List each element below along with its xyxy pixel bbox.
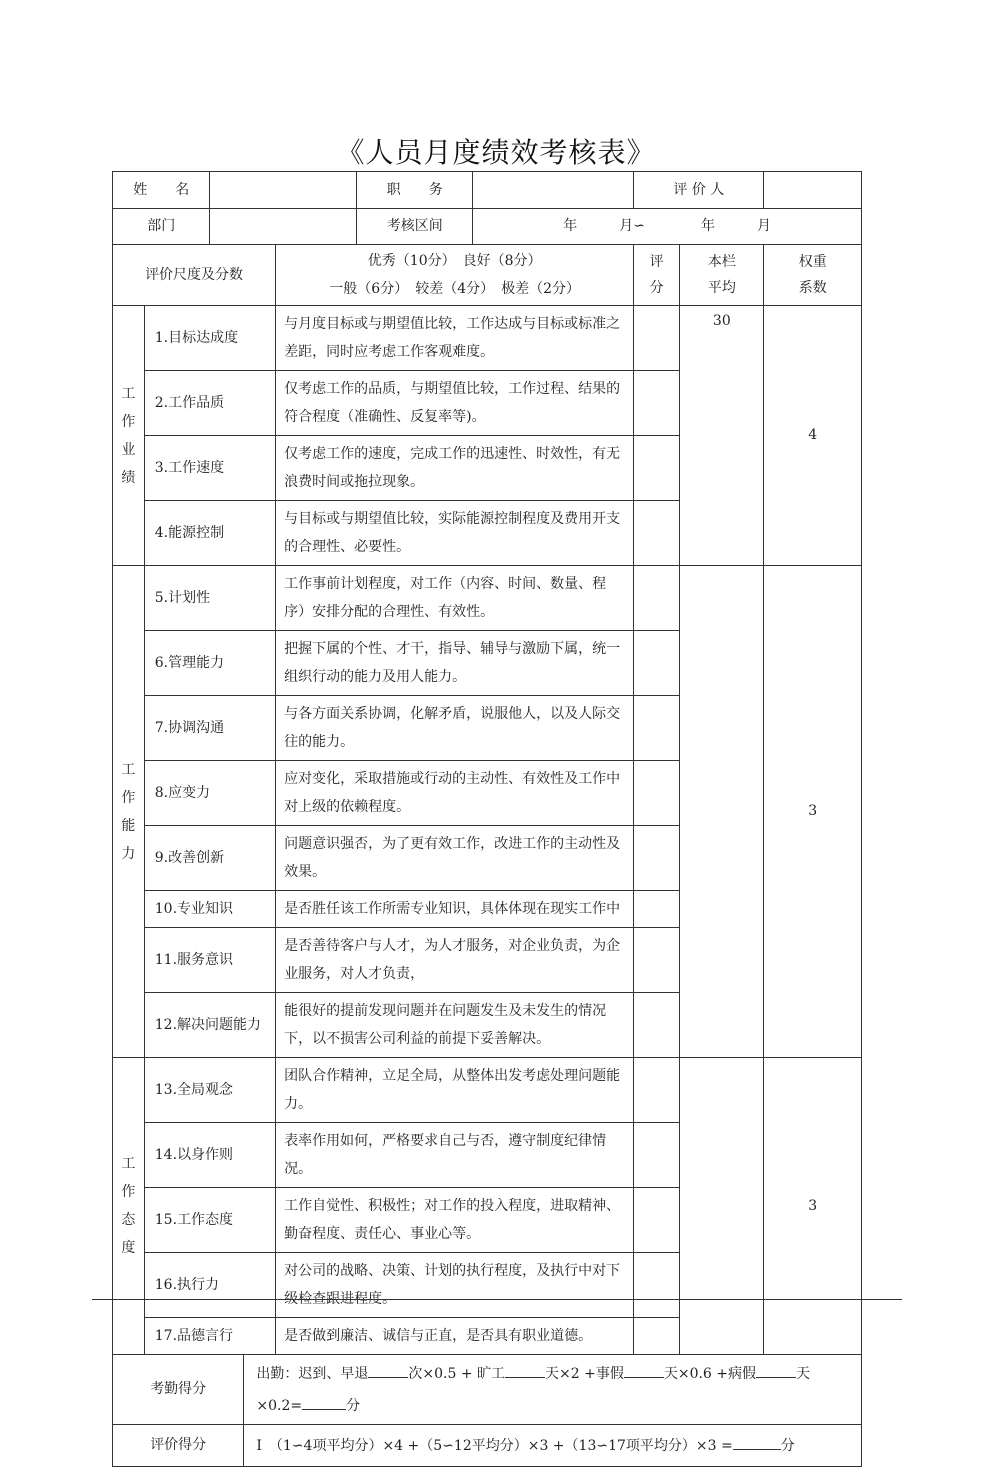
criteria-description: 表率作用如何，严格要求自己与否，遵守制度纪律情况。 <box>276 1123 634 1188</box>
group-label-char: 度 <box>121 1240 136 1256</box>
group-label-char: 能 <box>121 817 136 834</box>
criteria-name: 2.工作品质 <box>144 371 275 436</box>
group-average-cell[interactable] <box>680 566 764 1058</box>
criteria-description: 是否做到廉洁、诚信与正直，是否具有职业道德。 <box>276 1318 634 1355</box>
criteria-description: 与目标或与期望值比较，实际能源控制程度及费用开支的合理性、必要性。 <box>276 501 634 566</box>
score-cell[interactable] <box>634 501 680 566</box>
personal-leave-blank[interactable] <box>624 1363 664 1378</box>
period-value[interactable]: 年 月∽ 年 月 <box>473 209 862 245</box>
criteria-name: 8.应变力 <box>144 761 275 826</box>
attendance-label: 考勤得分 <box>113 1355 244 1425</box>
header-row-2 <box>113 209 862 245</box>
criteria-row <box>113 306 862 371</box>
dept-field[interactable] <box>210 209 357 245</box>
group-average-cell[interactable] <box>680 1058 764 1355</box>
group-label-char: 工 <box>121 761 136 778</box>
attendance-text-5: 天 <box>796 1365 811 1382</box>
criteria-name: 10.专业知识 <box>144 891 275 928</box>
average-header-line-2: 平均 <box>707 280 736 296</box>
score-cell[interactable] <box>634 891 680 928</box>
position-field[interactable] <box>473 172 634 209</box>
criteria-name: 13.全局观念 <box>144 1058 275 1123</box>
attendance-text-7: 分 <box>346 1397 361 1414</box>
criteria-row <box>113 566 862 631</box>
group-label-char: 力 <box>121 845 136 862</box>
group-label <box>113 306 145 566</box>
score-cell[interactable] <box>634 566 680 631</box>
score-column-header <box>634 245 680 306</box>
criteria-name: 14.以身作则 <box>144 1123 275 1188</box>
group-label-char: 工 <box>121 1156 136 1172</box>
appraisal-table <box>112 171 862 1467</box>
scale-line-1: 优秀（10分） 良好（8分） <box>367 253 542 269</box>
group-weight-cell: 3 <box>764 1058 862 1355</box>
group-label-char: 作 <box>121 789 136 806</box>
period-label: 考核区间 <box>357 209 473 245</box>
criteria-description: 问题意识强否，为了更有效工作，改进工作的主动性及效果。 <box>276 826 634 891</box>
position-label: 职 务 <box>357 172 473 209</box>
weight-header-line-2: 系数 <box>798 280 827 296</box>
group-label-char: 作 <box>121 1184 136 1200</box>
group-label-char: 态 <box>121 1212 136 1228</box>
criteria-name: 16.执行力 <box>144 1253 275 1318</box>
header-row-1 <box>113 172 862 209</box>
attendance-text-1: 出勤：迟到、早退 <box>256 1365 369 1382</box>
criteria-name: 1.目标达成度 <box>144 306 275 371</box>
weight-header-line-1: 权重 <box>798 254 827 270</box>
criteria-description: 仅考虑工作的速度，完成工作的迅速性、时效性，有无浪费时间或拖拉现象。 <box>276 436 634 501</box>
average-header-line-1: 本栏 <box>707 254 736 270</box>
scale-row <box>113 245 862 306</box>
evaluation-row <box>113 1425 862 1467</box>
score-cell[interactable] <box>634 1188 680 1253</box>
score-cell[interactable] <box>634 826 680 891</box>
criteria-description: 与月度目标或与期望值比较，工作达成与目标或标准之差距，同时应考虑工作客观难度。 <box>276 306 634 371</box>
criteria-description: 应对变化，采取措施或行动的主动性、有效性及工作中对上级的依赖程度。 <box>276 761 634 826</box>
criteria-name: 12.解决问题能力 <box>144 993 275 1058</box>
score-cell[interactable] <box>634 436 680 501</box>
attendance-text-4: 天×0.6 +病假 <box>663 1365 757 1382</box>
group-weight-cell: 3 <box>764 566 862 1058</box>
attendance-score-blank[interactable] <box>302 1395 346 1410</box>
evaluation-label: 评价得分 <box>113 1425 244 1467</box>
evaluation-formula <box>244 1425 862 1467</box>
scale-line-2: 一般（6分） 较差（4分） 极差（2分） <box>329 281 581 297</box>
criteria-name: 3.工作速度 <box>144 436 275 501</box>
dept-label: 部门 <box>113 209 210 245</box>
score-cell[interactable] <box>634 993 680 1058</box>
criteria-description: 是否善待客户与人才，为人才服务，对企业负责，为企业服务，对人才负责， <box>276 928 634 993</box>
evaluation-score-blank[interactable] <box>733 1435 781 1450</box>
criteria-description: 仅考虑工作的品质，与期望值比较，工作过程、结果的符合程度（准确性、反复率等)。 <box>276 371 634 436</box>
score-cell[interactable] <box>634 1058 680 1123</box>
evaluator-label: 评 价 人 <box>634 172 764 209</box>
attendance-row <box>113 1355 862 1425</box>
score-cell[interactable] <box>634 1123 680 1188</box>
scale-label: 评价尺度及分数 <box>113 245 276 306</box>
criteria-name: 9.改善创新 <box>144 826 275 891</box>
bottom-rule <box>92 1299 902 1300</box>
criteria-name: 4.能源控制 <box>144 501 275 566</box>
average-column-header <box>680 245 764 306</box>
criteria-name: 11.服务意识 <box>144 928 275 993</box>
evaluation-unit: 分 <box>780 1438 795 1455</box>
group-label <box>113 1058 145 1355</box>
attendance-text-3: 天×2 +事假 <box>545 1365 624 1382</box>
evaluation-text: Ⅰ （1∽4项平均分）×4 +（5∽12平均分）×3 +（13∽17项平均分）×3 = <box>256 1438 733 1455</box>
criteria-row <box>113 1058 862 1123</box>
group-label-char: 业 <box>121 441 136 458</box>
name-label: 姓 名 <box>113 172 210 209</box>
name-field[interactable] <box>210 172 357 209</box>
group-average-cell[interactable]: 30 <box>680 306 764 566</box>
score-header-line-1: 评 <box>649 254 664 270</box>
score-cell[interactable] <box>634 371 680 436</box>
page-title: 《人员月度绩效考核表》 <box>336 136 656 169</box>
evaluator-field[interactable] <box>764 172 862 209</box>
score-cell[interactable] <box>634 696 680 761</box>
criteria-description: 团队合作精神，立足全局，从整体出发考虑处理问题能力。 <box>276 1058 634 1123</box>
scale-levels <box>276 245 634 306</box>
score-cell[interactable] <box>634 1318 680 1355</box>
score-header-line-2: 分 <box>649 280 664 296</box>
score-cell[interactable] <box>634 1253 680 1318</box>
weight-column-header <box>764 245 862 306</box>
group-label-char: 绩 <box>121 469 136 486</box>
criteria-description: 与各方面关系协调，化解矛盾，说服他人，以及人际交往的能力。 <box>276 696 634 761</box>
criteria-description: 工作自觉性、积极性；对工作的投入程度，进取精神、勤奋程度、责任心、事业心等。 <box>276 1188 634 1253</box>
criteria-description: 对公司的战略、决策、计划的执行程度，及执行中对下级检查跟进程度。 <box>276 1253 634 1318</box>
attendance-text-6: ×0.2= <box>256 1397 303 1414</box>
criteria-name: 15.工作态度 <box>144 1188 275 1253</box>
absent-days-blank[interactable] <box>505 1363 545 1378</box>
criteria-description: 工作事前计划程度，对工作（内容、时间、数量、程序）安排分配的合理性、有效性。 <box>276 566 634 631</box>
criteria-description: 把握下属的个性、才干，指导、辅导与激励下属，统一组织行动的能力及用人能力。 <box>276 631 634 696</box>
criteria-description: 能很好的提前发现问题并在问题发生及未发生的情况下，以不损害公司利益的前提下妥善解决。 <box>276 993 634 1058</box>
criteria-name: 7.协调沟通 <box>144 696 275 761</box>
criteria-name: 17.品德言行 <box>144 1318 275 1355</box>
score-cell[interactable] <box>634 306 680 371</box>
score-cell[interactable] <box>634 631 680 696</box>
attendance-text-2: 次×0.5 + 旷工 <box>408 1365 506 1382</box>
criteria-description: 是否胜任该工作所需专业知识，具体体现在现实工作中 <box>276 891 634 928</box>
criteria-name: 6.管理能力 <box>144 631 275 696</box>
criteria-name: 5.计划性 <box>144 566 275 631</box>
attendance-formula <box>244 1355 862 1425</box>
group-label <box>113 566 145 1058</box>
score-cell[interactable] <box>634 761 680 826</box>
sick-leave-blank[interactable] <box>756 1363 796 1378</box>
group-weight-cell: 4 <box>764 306 862 566</box>
group-label-char: 工 <box>121 385 136 402</box>
late-count-blank[interactable] <box>368 1363 408 1378</box>
score-cell[interactable] <box>634 928 680 993</box>
group-label-char: 作 <box>121 413 136 430</box>
